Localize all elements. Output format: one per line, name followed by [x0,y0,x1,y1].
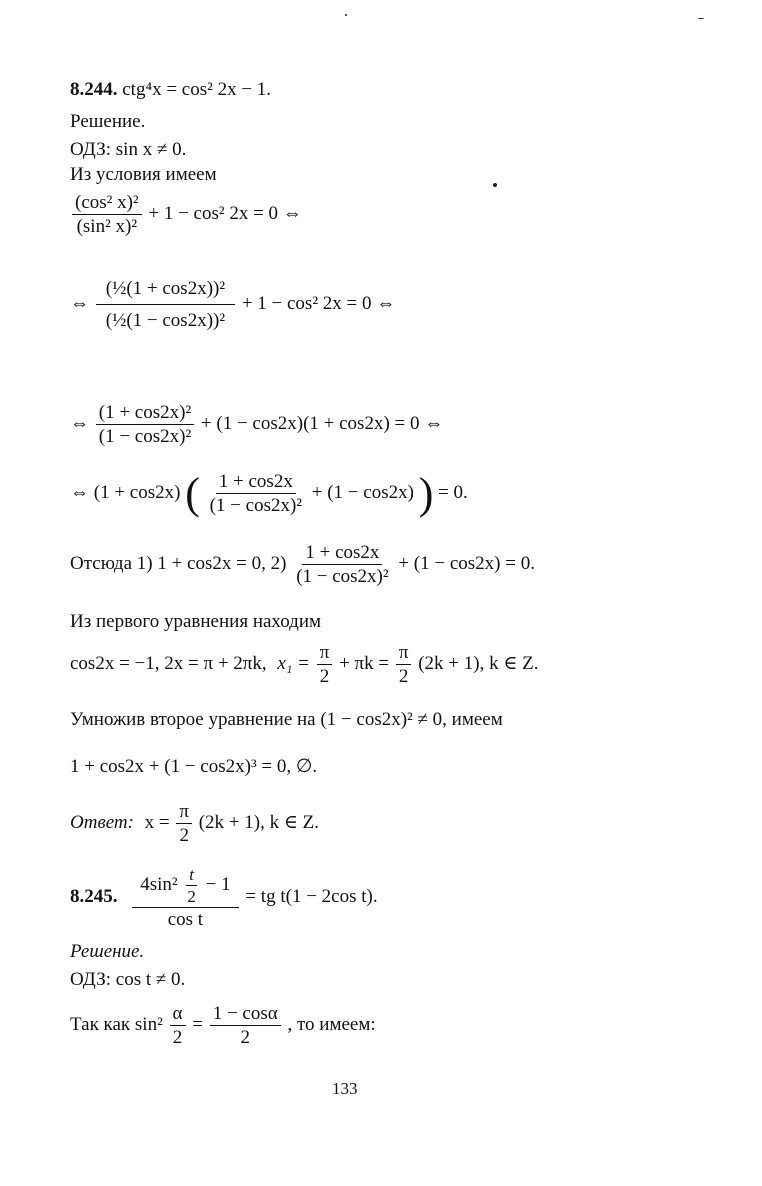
hence-tail: + (1 − cos2x) = 0. [398,552,535,574]
problem-245-lhs-denominator: cos t [167,909,204,930]
hence-denominator: (1 − cos2x)² [296,566,389,587]
step4-numerator: 1 + cos2x [216,472,296,494]
root-pi-2: π [396,643,412,665]
answer-two: 2 [179,825,189,846]
odz-245 [70,970,185,989]
step3-numerator: (1 + cos2x)² [96,403,194,425]
hence-numerator: 1 + cos2x [302,543,382,565]
alpha-num: α [170,1004,186,1026]
roots-line [70,643,539,686]
odz-label: ОДЗ: [70,139,112,160]
alpha-over-2-fraction [170,1004,186,1047]
step3-lead: ⇔ [70,412,89,434]
odz-244 [70,140,186,159]
lhs-minus-1: − 1 [205,873,231,895]
scan-speck [493,183,497,187]
problem-244-statement: ctg⁴x = cos² 2x − 1. [122,79,272,100]
equation-step-1 [70,193,302,236]
root-fraction-1 [317,643,333,686]
roots-line-a: cos2x = −1, 2x = π + 2πk, [70,652,267,674]
equation-step-3 [70,403,443,446]
t-over-2-fraction [184,866,199,905]
hence-line [70,543,535,586]
step4-close-paren: ) [418,468,434,518]
step4-open-paren: ( [185,468,200,518]
since-denominator: 2 [240,1027,250,1048]
equation-step-4 [70,468,468,518]
step1-fraction [72,193,142,236]
step3-fraction [96,403,194,446]
answer-x: x = [144,811,170,833]
step2-tail: + 1 − cos² 2x = 0 ⇔ [241,292,396,314]
step2-lead: ⇔ [70,292,89,314]
step1-numerator: (cos² x)² [72,193,142,215]
since-fraction [210,1004,281,1047]
alpha-den: 2 [172,1027,183,1048]
step2-fraction [96,275,235,334]
step1-denominator: (sin² x)² [76,216,138,237]
odz-condition-245: cos t ≠ 0. [115,969,186,990]
scan-speck [345,14,347,16]
hence-fraction [293,543,391,586]
scan-speck [698,18,704,19]
step3-tail: + (1 − cos2x)(1 + cos2x) = 0 ⇔ [200,412,444,434]
odz-label-245: ОДЗ: [70,969,112,990]
step4-mid: + (1 − cos2x) [311,481,414,503]
since-prefix: Так как sin² [70,1013,163,1035]
step1-tail: + 1 − cos² 2x = 0 ⇔ [148,202,302,224]
problem-245-lhs-numerator [132,866,238,908]
root-pi-1: π [317,643,333,665]
root-two-1: 2 [319,666,330,687]
multiply-text: Умножив второе уравнение на (1 − cos2x)² ≠ 0, имеем [70,709,503,730]
root-two-2: 2 [398,666,409,687]
root-x1: x₁ = [277,652,310,674]
page-number: 133 [332,1079,358,1098]
problem-245-rhs: = tg t(1 − 2cos t). [245,885,378,907]
since-eq: = [192,1013,203,1035]
since-numerator: 1 − cosα [210,1004,281,1026]
second-equation-result: 1 + cos2x + (1 − cos2x)³ = 0, ∅. [70,756,318,777]
step2-numerator: (½(1 + cos2x))² [96,275,235,305]
solution-label-244: Решение. [70,111,146,132]
answer-tail: (2k + 1), k ∈ Z. [198,811,320,833]
root-mid: + πk = [339,652,390,674]
problem-244-header [70,80,271,99]
problem-245-lhs-fraction [132,866,238,929]
problem-244-number: 8.244. [70,79,118,100]
problem-245-header [70,866,378,929]
answer-fraction [176,802,192,845]
since-tail: , то имеем: [287,1013,376,1035]
first-equation-text: Из первого уравнения находим [70,611,322,632]
hence-prefix: Отсюда 1) 1 + cos2x = 0, 2) [70,552,287,574]
answer-pi: π [176,802,192,824]
step4-fraction [207,472,305,515]
step2-denominator: (½(1 − cos2x))² [105,310,226,331]
step4-denominator: (1 − cos2x)² [209,495,303,516]
step4-tail: = 0. [438,481,468,503]
t-den: 2 [187,887,196,906]
lhs-4sin2: 4sin² [140,873,178,895]
odz-condition: sin x ≠ 0. [115,139,187,160]
equation-step-2 [70,275,395,334]
since-line [70,1004,376,1047]
from-condition-text: Из условия имеем [70,164,217,185]
answer-line [70,802,319,845]
root-tail: (2k + 1), k ∈ Z. [418,652,539,674]
step3-denominator: (1 − cos2x)² [98,426,192,447]
root-fraction-2 [396,643,412,686]
answer-label: Ответ: [70,811,134,833]
t-num: t [186,866,197,886]
solution-label-245: Решение. [70,941,145,962]
step4-lead: ⇔ (1 + cos2x) [70,481,181,503]
problem-245-number: 8.245. [70,885,118,907]
